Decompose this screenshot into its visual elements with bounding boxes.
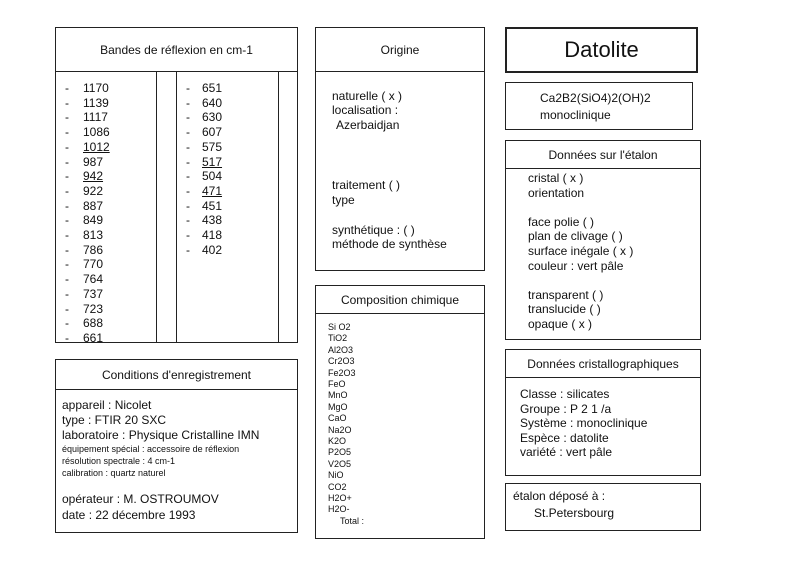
- composition-item: CaO: [328, 413, 347, 424]
- origine-panel: [315, 27, 485, 271]
- composition-item: Na2O: [328, 424, 352, 435]
- composition-item: V2O5: [328, 458, 352, 469]
- band-dash: -: [186, 242, 190, 257]
- depot-panel: [505, 483, 701, 531]
- cristallo-systeme: Système : monoclinique: [520, 416, 648, 430]
- composition-item: H2O-: [328, 504, 350, 515]
- formula-box: [505, 82, 693, 130]
- origine-lieu: Azerbaidjan: [336, 118, 400, 132]
- band-dash: -: [65, 154, 69, 169]
- composition-title: Composition chimique: [316, 286, 484, 314]
- origine-title: Origine: [316, 28, 484, 72]
- band-value: 688: [83, 316, 104, 331]
- mineral-name-box: [505, 27, 698, 73]
- composition-item: TiO2: [328, 333, 348, 344]
- composition-item: NiO: [328, 470, 344, 481]
- origine-traitement: traitement ( ): [332, 178, 401, 192]
- band-dash: -: [186, 169, 190, 184]
- composition-item: MgO: [328, 401, 348, 412]
- band-value: 813: [83, 228, 104, 242]
- band-dash: -: [65, 257, 69, 272]
- cristallo-groupe: Groupe : P 2 1 /a: [520, 402, 612, 416]
- band-dash: -: [186, 110, 190, 125]
- composition-panel: [315, 285, 485, 539]
- band-dash: -: [186, 183, 190, 198]
- band-dash: -: [65, 301, 69, 316]
- band-value: 987: [83, 154, 104, 169]
- band-value: 575: [202, 139, 223, 154]
- band-value: 770: [83, 257, 104, 272]
- band-dash: -: [186, 125, 190, 140]
- mineral-formula: Ca2B2(SiO4)2(OH)2: [540, 91, 651, 105]
- band-value: 661: [83, 330, 104, 345]
- band-value: 451: [202, 198, 223, 213]
- conditions-operateur: opérateur : M. OSTROUMOV: [62, 492, 219, 506]
- composition-item: Al2O3: [328, 344, 354, 355]
- conditions-panel: [55, 359, 298, 533]
- band-dash: -: [65, 110, 69, 125]
- composition-item: Cr2O3: [328, 356, 355, 367]
- band-value: 640: [202, 95, 223, 110]
- conditions-resolution: résolution spectrale : 4 cm-1: [62, 456, 176, 466]
- origine-synthetique: synthétique : ( ): [332, 223, 415, 237]
- cristallo-variete: variété : vert pâle: [520, 445, 613, 459]
- band-dash: -: [186, 154, 190, 169]
- band-value: 849: [83, 213, 104, 228]
- composition-item: Fe2O3: [328, 367, 356, 378]
- band-dash: -: [186, 198, 190, 213]
- etalon-line: transparent ( ): [528, 287, 604, 302]
- band-value: 1117: [83, 110, 108, 125]
- band-value: 402: [202, 242, 223, 257]
- etalon-line: surface inégale ( x ): [528, 244, 634, 258]
- conditions-type: type : FTIR 20 SXC: [62, 413, 167, 427]
- band-value: 887: [83, 198, 104, 213]
- band-value: 737: [83, 286, 104, 301]
- depot-label: étalon déposé à :: [513, 489, 606, 503]
- band-dash: -: [186, 139, 190, 154]
- band-value: 418: [202, 228, 223, 242]
- conditions-date: date : 22 décembre 1993: [62, 508, 196, 522]
- etalon-line: translucide ( ): [528, 302, 601, 317]
- composition-item: Si O2: [328, 322, 351, 332]
- composition-item: H2O+: [328, 493, 352, 503]
- band-value: 942: [83, 169, 104, 184]
- etalon-line: plan de clivage ( ): [528, 229, 623, 244]
- band-dash: -: [65, 286, 69, 301]
- band-value: 607: [202, 125, 223, 140]
- origine-naturelle: naturelle ( x ): [332, 89, 403, 103]
- band-dash: -: [65, 228, 69, 242]
- bands-divider-1: [156, 72, 157, 342]
- band-value: 764: [83, 272, 104, 287]
- bands-divider-2: [176, 72, 177, 342]
- etalon-line: opaque ( x ): [528, 317, 593, 331]
- band-value: 651: [202, 81, 223, 95]
- etalon-panel: [505, 140, 701, 340]
- band-dash: -: [186, 213, 190, 228]
- origine-type: type: [332, 193, 355, 207]
- band-dash: -: [65, 330, 69, 345]
- band-dash: -: [65, 272, 69, 287]
- band-value: 922: [83, 183, 104, 198]
- band-value: 504: [202, 169, 223, 184]
- mineral-name: Datolite: [564, 37, 639, 62]
- composition-item: MnO: [328, 390, 348, 401]
- band-dash: -: [186, 81, 190, 95]
- cristallo-panel: [505, 349, 701, 476]
- bands-divider-3: [278, 72, 279, 342]
- depot-lieu: St.Petersbourg: [534, 506, 615, 520]
- origine-localisation: localisation :: [332, 103, 399, 117]
- band-dash: -: [65, 95, 69, 110]
- origine-methode: méthode de synthèse: [332, 237, 447, 251]
- band-dash: -: [65, 242, 69, 257]
- composition-item: FeO: [328, 379, 346, 389]
- bands-title: Bandes de réflexion en cm-1: [56, 28, 297, 72]
- band-value: 517: [202, 154, 223, 169]
- band-dash: -: [186, 228, 190, 242]
- band-dash: -: [65, 213, 69, 228]
- band-value: 471: [202, 183, 223, 198]
- conditions-laboratoire: laboratoire : Physique Cristalline IMN: [62, 428, 260, 442]
- etalon-line: face polie ( ): [528, 214, 595, 229]
- etalon-line: orientation: [528, 185, 585, 200]
- band-value: 1012: [83, 139, 110, 154]
- band-value: 1139: [83, 95, 109, 110]
- band-dash: -: [65, 139, 69, 154]
- band-value: 438: [202, 213, 223, 228]
- conditions-calibration: calibration : quartz naturel: [62, 468, 166, 478]
- band-value: 1086: [83, 125, 110, 140]
- band-dash: -: [65, 183, 69, 198]
- band-dash: -: [186, 95, 190, 110]
- etalon-line: couleur : vert pâle: [528, 258, 624, 273]
- cristallo-espece: Espèce : datolite: [520, 431, 609, 445]
- band-value: 630: [202, 110, 223, 125]
- cristallo-title: Données cristallographiques: [506, 350, 700, 378]
- composition-total: Total :: [340, 515, 365, 526]
- conditions-equipement: équipement spécial : accessoire de réflexion: [62, 444, 240, 454]
- mineral-system: monoclinique: [540, 108, 611, 122]
- etalon-line: cristal ( x ): [528, 171, 584, 185]
- cristallo-classe: Classe : silicates: [520, 387, 610, 401]
- band-value: 786: [83, 242, 104, 257]
- band-dash: -: [65, 169, 69, 184]
- band-value: 723: [83, 301, 104, 316]
- band-dash: -: [65, 316, 69, 331]
- composition-item: CO2: [328, 481, 347, 492]
- conditions-appareil: appareil : Nicolet: [62, 398, 152, 412]
- band-dash: -: [65, 198, 69, 213]
- band-dash: -: [65, 125, 69, 140]
- band-value: 1170: [83, 81, 109, 95]
- composition-item: P2O5: [328, 447, 352, 458]
- band-dash: -: [65, 81, 69, 95]
- conditions-title: Conditions d'enregistrement: [56, 360, 297, 390]
- composition-item: K2O: [328, 436, 347, 446]
- etalon-title: Données sur l'étalon: [506, 141, 700, 169]
- bands-panel: [55, 27, 298, 343]
